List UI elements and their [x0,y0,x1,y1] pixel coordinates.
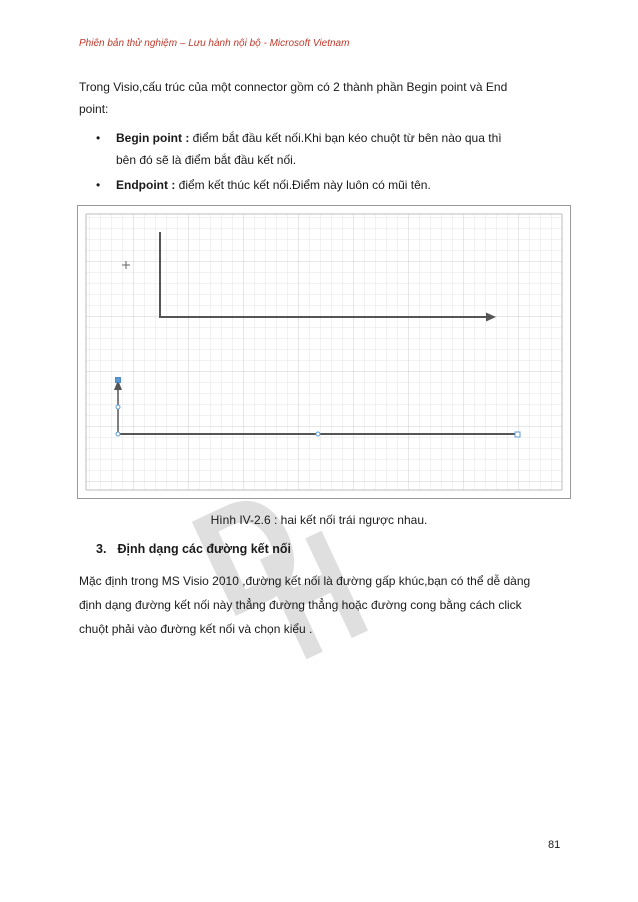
connector-figure [77,205,571,499]
intro-line-2: point: [79,102,109,116]
section-heading [96,542,291,556]
section-title: Định dạng các đường kết nối [117,542,291,556]
body-line-2: định dạng đường kết nối này thẳng đường thẳng hoặc đường cong bằng cách click [79,598,522,612]
body-line-1: Mặc định trong MS Visio 2010 ,đường kết nối là đường gấp khúc,bạn có thể dễ dàng [79,574,531,588]
begin-point-handle[interactable] [515,432,520,437]
page-number: 81 [548,839,561,851]
bullet-dot: • [96,178,101,192]
bullet-desc-cont: bên đó sẽ là điểm bắt đầu kết nối. [116,153,297,167]
bullet-desc: điểm bắt đầu kết nối.Khi bạn kéo chuột từ bên nào qua thì [189,131,502,145]
figure-caption: Hình IV-2.6 : hai kết nối trái ngược nhau. [210,513,428,527]
bullet-term: Endpoint : [116,178,176,192]
endpoint-handle[interactable] [116,378,121,383]
midpoint-handle[interactable] [316,432,320,436]
section-number: 3. [96,542,107,556]
bullet-term: Begin point : [116,131,190,145]
intro-line-1: Trong Visio,cấu trúc của một connector gồm có 2 thành phần Begin point và End [79,80,508,94]
running-header: Phiên bản thử nghiệm – Lưu hành nội bộ - Microsoft Vietnam [79,38,350,49]
visio-canvas [78,206,570,498]
midpoint-handle[interactable] [116,405,120,409]
bullet-begin-point [96,127,556,171]
vertex-handle[interactable] [116,432,120,436]
body-line-3: chuột phải vào đường kết nối và chọn kiểu . [79,622,313,636]
bullet-dot: • [96,131,101,145]
bullet-desc: điểm kết thúc kết nối.Điểm này luôn có mũi tên. [175,178,431,192]
bullet-endpoint [96,174,556,196]
grid-area [86,214,562,490]
